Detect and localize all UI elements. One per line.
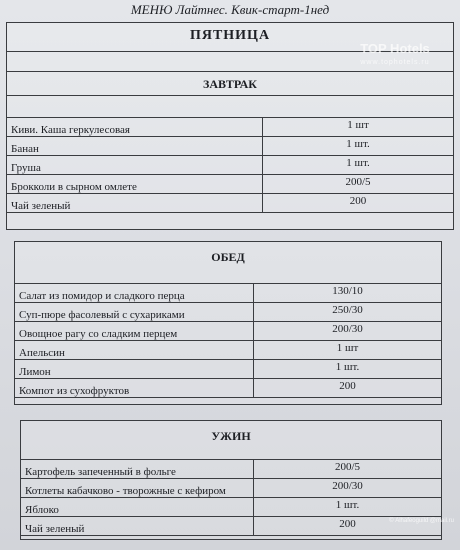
lunch-row (15, 284, 442, 303)
dish-name: Чай зеленый (7, 194, 263, 213)
dish-quantity: 1 шт (263, 118, 454, 137)
dish-quantity: 1 шт (254, 341, 442, 360)
dish-name: Овощное рагу со сладким перцем (15, 322, 254, 341)
dinner-row (21, 498, 442, 517)
dish-quantity: 1 шт. (263, 156, 454, 175)
dish-name: Чай зеленый (21, 517, 254, 536)
dinner-row (21, 479, 442, 498)
page-title: МЕНЮ Лайтнес. Квик-старт-1нед (130, 2, 330, 17)
dish-quantity: 200/5 (254, 460, 442, 479)
lunch-title: ОБЕД (211, 250, 245, 264)
dish-name: Салат из помидор и сладкого перца (15, 284, 254, 303)
breakfast-row (7, 175, 454, 194)
dish-quantity: 130/10 (254, 284, 442, 303)
lunch-row (15, 322, 442, 341)
breakfast-title: ЗАВТРАК (202, 77, 257, 91)
dish-quantity: 200 (263, 194, 454, 213)
dish-name: Киви. Каша геркулесовая (7, 118, 263, 137)
photo-credit: © Аlhafeoguild @mail.ru (389, 518, 454, 524)
dish-name: Брокколи в сырном омлете (7, 175, 263, 194)
dinner-row (21, 517, 442, 536)
dinner-title: УЖИН (211, 429, 251, 443)
dinner-table (20, 459, 442, 536)
day-title: ПЯТНИЦА (189, 28, 271, 43)
dish-quantity: 250/30 (254, 303, 442, 322)
dish-quantity: 1 шт. (254, 360, 442, 379)
dish-quantity: 200 (254, 379, 442, 398)
watermark-logo: TOP Hotels www.tophotels.ru (360, 41, 430, 66)
dish-name: Котлеты кабачково - творожные с кефиром (21, 479, 254, 498)
dish-quantity: 200/30 (254, 479, 442, 498)
dish-name: Апельсин (15, 341, 254, 360)
dish-name: Компот из сухофруктов (15, 379, 254, 398)
dish-name: Банан (7, 137, 263, 156)
dish-quantity: 200/30 (254, 322, 442, 341)
dinner-row (21, 460, 442, 479)
dish-quantity: 1 шт. (263, 137, 454, 156)
breakfast-table (6, 117, 454, 213)
dish-name: Лимон (15, 360, 254, 379)
lunch-row (15, 341, 442, 360)
dish-name: Суп-пюре фасолевый с сухариками (15, 303, 254, 322)
dish-quantity: 200/5 (263, 175, 454, 194)
lunch-row (15, 303, 442, 322)
dish-name: Картофель запеченный в фольге (21, 460, 254, 479)
breakfast-row (7, 156, 454, 175)
dish-name: Груша (7, 156, 263, 175)
dish-quantity: 1 шт. (254, 498, 442, 517)
lunch-table (14, 283, 442, 398)
breakfast-row (7, 118, 454, 137)
breakfast-row (7, 194, 454, 213)
lunch-row (15, 379, 442, 398)
dish-quantity: 200 (254, 517, 442, 536)
lunch-row (15, 360, 442, 379)
breakfast-row (7, 137, 454, 156)
dish-name: Яблоко (21, 498, 254, 517)
